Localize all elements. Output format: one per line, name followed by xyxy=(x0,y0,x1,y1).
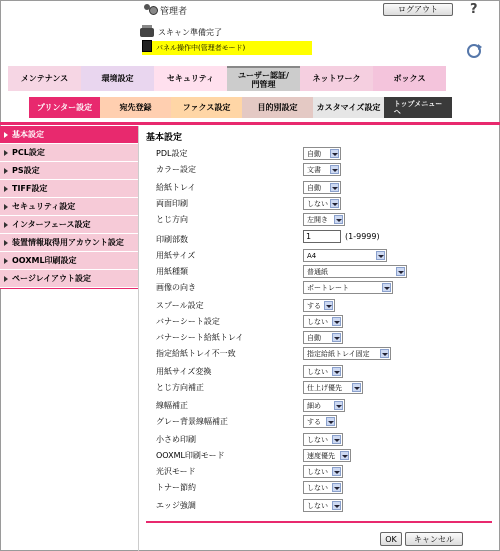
sidebar-item-device-account[interactable] xyxy=(0,234,138,252)
scan-status-text: スキャン準備完了 xyxy=(158,27,222,37)
pdl-select[interactable] xyxy=(303,147,341,160)
chevron-down-icon[interactable] xyxy=(330,183,339,192)
tab-security[interactable]: セキュリティ xyxy=(154,66,227,91)
refresh-icon[interactable] xyxy=(467,44,481,58)
ooxml-mode-select[interactable] xyxy=(303,449,351,462)
sidebar-item-label: PCL設定 xyxy=(12,148,45,157)
banner-tray-select-value: 自動 xyxy=(307,333,321,342)
paper-size-label: 用紙サイズ xyxy=(156,250,196,260)
gloss-mode-label: 光沢モード xyxy=(156,466,196,476)
form-row-color xyxy=(156,162,196,176)
page-title: 基本設定 xyxy=(146,133,183,143)
sidebar-bottom-line xyxy=(0,288,138,289)
chevron-down-icon[interactable] xyxy=(334,401,343,410)
user-label: 管理者 xyxy=(160,6,188,17)
sidebar-item-pcl[interactable] xyxy=(0,144,138,162)
banner-tray-select[interactable] xyxy=(303,331,343,344)
form-row-duplex xyxy=(156,196,188,210)
binding-correction-select-value: 仕上げ優先 xyxy=(307,383,342,392)
form-row-ooxml-mode xyxy=(156,448,225,462)
arrow-right-icon xyxy=(4,240,8,246)
form-row-binding xyxy=(156,212,188,226)
chevron-down-icon[interactable] xyxy=(332,367,341,376)
toner-save-label: トナー節約 xyxy=(156,482,196,492)
color-label: カラー設定 xyxy=(156,164,196,174)
user-indicator xyxy=(143,3,187,17)
paper-tray-select-value: 自動 xyxy=(307,183,321,192)
banner-select-value: しない xyxy=(307,317,328,326)
toner-save-select-value: しない xyxy=(307,483,328,492)
tray-mismatch-select[interactable] xyxy=(303,347,391,360)
copies-label: 印刷部数 xyxy=(156,234,188,244)
tab-divider xyxy=(0,122,500,125)
sidebar-item-label: TIFF設定 xyxy=(12,184,48,193)
tab-purpose-settings[interactable]: 目的別設定 xyxy=(242,97,313,118)
banner-tray-label: バナーシート給紙トレイ xyxy=(156,332,244,342)
form-row-gray-bg-line xyxy=(156,414,228,428)
tab-printer-settings[interactable]: プリンター設定 xyxy=(29,97,100,118)
orientation-label: 画像の向き xyxy=(156,282,196,292)
arrow-right-icon xyxy=(4,168,8,174)
tab-customize-settings[interactable]: カスタマイズ設定 xyxy=(313,97,384,118)
sidebar-divider xyxy=(138,126,139,551)
tab-fax-settings[interactable]: ファクス設定 xyxy=(171,97,242,118)
banner-label: バナーシート設定 xyxy=(156,316,220,326)
small-print-select[interactable] xyxy=(303,433,343,446)
arrow-right-icon xyxy=(4,132,8,138)
form-row-paper-tray xyxy=(156,180,196,194)
sidebar-item-label: ページレイアウト設定 xyxy=(12,274,91,283)
ooxml-mode-select-value: 速度優先 xyxy=(307,451,335,460)
sidebar-item-label: OOXML印刷設定 xyxy=(12,256,77,265)
tab-box[interactable]: ボックス xyxy=(373,66,446,91)
binding-select-value: 左開き xyxy=(307,215,328,224)
duplex-select-value: しない xyxy=(307,199,328,208)
chevron-down-icon[interactable] xyxy=(352,383,361,392)
small-print-select-value: しない xyxy=(307,435,328,444)
gray-bg-line-select[interactable] xyxy=(303,415,337,428)
banner-select[interactable] xyxy=(303,315,343,328)
paper-size-select[interactable] xyxy=(303,249,387,262)
chevron-down-icon[interactable] xyxy=(332,333,341,342)
tab-network[interactable]: ネットワーク xyxy=(300,66,373,91)
form-row-orientation xyxy=(156,280,196,294)
edge-enhance-select-value: しない xyxy=(307,501,328,510)
sidebar-item-interface[interactable] xyxy=(0,216,138,234)
gloss-mode-select[interactable] xyxy=(303,465,343,478)
chevron-down-icon[interactable] xyxy=(330,165,339,174)
panel-icon xyxy=(142,40,152,52)
sidebar-item-ps[interactable] xyxy=(0,162,138,180)
top-menu-label: トップメニュー へ xyxy=(393,99,443,116)
copies-input[interactable]: 1 xyxy=(303,230,341,243)
form-row-paper-type xyxy=(156,264,188,278)
arrow-right-icon xyxy=(4,276,8,282)
paper-type-select[interactable] xyxy=(303,265,407,278)
scanner-icon xyxy=(140,28,154,37)
form-row-paper-size xyxy=(156,248,195,262)
logout-button[interactable]: ログアウト xyxy=(383,3,453,16)
chevron-down-icon[interactable] xyxy=(340,451,349,460)
scan-status xyxy=(140,25,222,39)
copies-range: (1-9999) xyxy=(345,232,380,241)
spool-select-value: する xyxy=(307,301,321,310)
sidebar-item-ooxml[interactable] xyxy=(0,252,138,270)
line-width-select[interactable] xyxy=(303,399,345,412)
chevron-down-icon[interactable] xyxy=(330,149,339,158)
chevron-down-icon[interactable] xyxy=(326,417,335,426)
form-row-edge-enhance xyxy=(156,498,196,512)
arrow-right-icon xyxy=(4,222,8,228)
sidebar-item-basic[interactable] xyxy=(0,126,138,144)
tab-user-auth-label: ユーザー認証/ 門管理 xyxy=(238,70,289,89)
gloss-mode-select-value: しない xyxy=(307,467,328,476)
color-select-value: 文書 xyxy=(307,165,321,174)
sidebar-item-security[interactable] xyxy=(0,198,138,216)
orientation-select-value: ポートレート xyxy=(307,283,349,292)
sub-tabs xyxy=(29,97,452,118)
sidebar-item-label: 装置情報取得用アカウント設定 xyxy=(12,238,124,247)
size-convert-select-value: しない xyxy=(307,367,328,376)
help-icon[interactable]: ? xyxy=(470,2,478,17)
edge-enhance-label: エッジ強調 xyxy=(156,500,196,510)
chevron-down-icon[interactable] xyxy=(382,283,391,292)
form-row-tray-mismatch xyxy=(156,346,236,360)
form-row-spool xyxy=(156,298,204,312)
gray-bg-line-select-value: する xyxy=(307,417,321,426)
sidebar-item-label: 基本設定 xyxy=(12,130,44,139)
small-print-label: 小さめ印刷 xyxy=(156,434,196,444)
panel-status xyxy=(142,41,312,55)
form-row-banner xyxy=(156,314,220,328)
tray-mismatch-label: 指定給紙トレイ不一致 xyxy=(156,348,236,358)
line-width-label: 線幅補正 xyxy=(156,400,188,410)
pdl-label: PDL設定 xyxy=(156,148,188,158)
chevron-down-icon[interactable] xyxy=(324,301,333,310)
form-row-line-width xyxy=(156,398,188,412)
form-row-toner-save xyxy=(156,480,196,494)
form-row-banner-tray xyxy=(156,330,243,344)
sidebar-item-label: セキュリティ設定 xyxy=(12,202,76,211)
orientation-select[interactable] xyxy=(303,281,393,294)
tab-maintenance[interactable]: メンテナンス xyxy=(8,66,81,91)
cancel-button[interactable]: キャンセル xyxy=(405,532,463,546)
tab-user-auth[interactable] xyxy=(227,66,300,91)
arrow-right-icon xyxy=(4,150,8,156)
binding-select[interactable] xyxy=(303,213,345,226)
arrow-right-icon xyxy=(4,258,8,264)
chevron-down-icon[interactable] xyxy=(376,251,385,260)
toner-save-select[interactable] xyxy=(303,481,343,494)
chevron-down-icon[interactable] xyxy=(332,317,341,326)
top-menu-button[interactable] xyxy=(384,97,452,118)
tray-mismatch-select-value: 指定給紙トレイ固定 xyxy=(307,349,370,358)
sidebar-item-label: PS設定 xyxy=(12,166,40,175)
paper-type-label: 用紙種類 xyxy=(156,266,188,276)
chevron-down-icon[interactable] xyxy=(332,467,341,476)
binding-correction-select[interactable] xyxy=(303,381,363,394)
ok-button[interactable]: OK xyxy=(380,532,402,546)
binding-label: とじ方向 xyxy=(156,214,188,224)
spool-select[interactable] xyxy=(303,299,335,312)
chevron-down-icon[interactable] xyxy=(380,349,389,358)
chevron-down-icon[interactable] xyxy=(334,215,343,224)
binding-correction-label: とじ方向補正 xyxy=(156,382,204,392)
paper-size-select-value: A4 xyxy=(307,251,317,260)
chevron-down-icon[interactable] xyxy=(330,199,339,208)
arrow-right-icon xyxy=(4,186,8,192)
form-row-binding-correction xyxy=(156,380,204,394)
form-row-copies xyxy=(156,232,188,246)
paper-tray-select[interactable] xyxy=(303,181,341,194)
sidebar-item-label: インターフェース設定 xyxy=(12,220,91,229)
panel-status-text: パネル操作中(管理者モード) xyxy=(156,44,246,52)
tab-address-registration[interactable]: 宛先登録 xyxy=(100,97,171,118)
sidebar xyxy=(0,126,138,288)
size-convert-label: 用紙サイズ変換 xyxy=(156,366,212,376)
tab-environment[interactable]: 環境設定 xyxy=(81,66,154,91)
chevron-down-icon[interactable] xyxy=(332,435,341,444)
color-select[interactable] xyxy=(303,163,341,176)
chevron-down-icon[interactable] xyxy=(332,501,341,510)
main-tabs xyxy=(8,66,446,91)
paper-type-select-value: 普通紙 xyxy=(307,267,328,276)
chevron-down-icon[interactable] xyxy=(332,483,341,492)
sidebar-item-page-layout[interactable] xyxy=(0,270,138,288)
form-row-size-convert xyxy=(156,364,211,378)
paper-tray-label: 給紙トレイ xyxy=(156,182,196,192)
duplex-label: 両面印刷 xyxy=(156,198,188,208)
form-row-small-print xyxy=(156,432,196,446)
spool-label: スプール設定 xyxy=(156,300,204,310)
chevron-down-icon[interactable] xyxy=(396,267,405,276)
size-convert-select[interactable] xyxy=(303,365,343,378)
form-row-gloss-mode xyxy=(156,464,196,478)
line-width-select-value: 細め xyxy=(307,401,321,410)
ooxml-mode-label: OOXML印刷モード xyxy=(156,450,225,460)
arrow-right-icon xyxy=(4,204,8,210)
sidebar-item-tiff[interactable] xyxy=(0,180,138,198)
edge-enhance-select[interactable] xyxy=(303,499,343,512)
gray-bg-line-label: グレー背景線幅補正 xyxy=(156,416,228,426)
pdl-select-value: 自動 xyxy=(307,149,321,158)
user-icon xyxy=(143,4,157,16)
duplex-select[interactable] xyxy=(303,197,341,210)
form-bottom-line xyxy=(146,521,492,523)
form-row-pdl xyxy=(156,146,187,160)
